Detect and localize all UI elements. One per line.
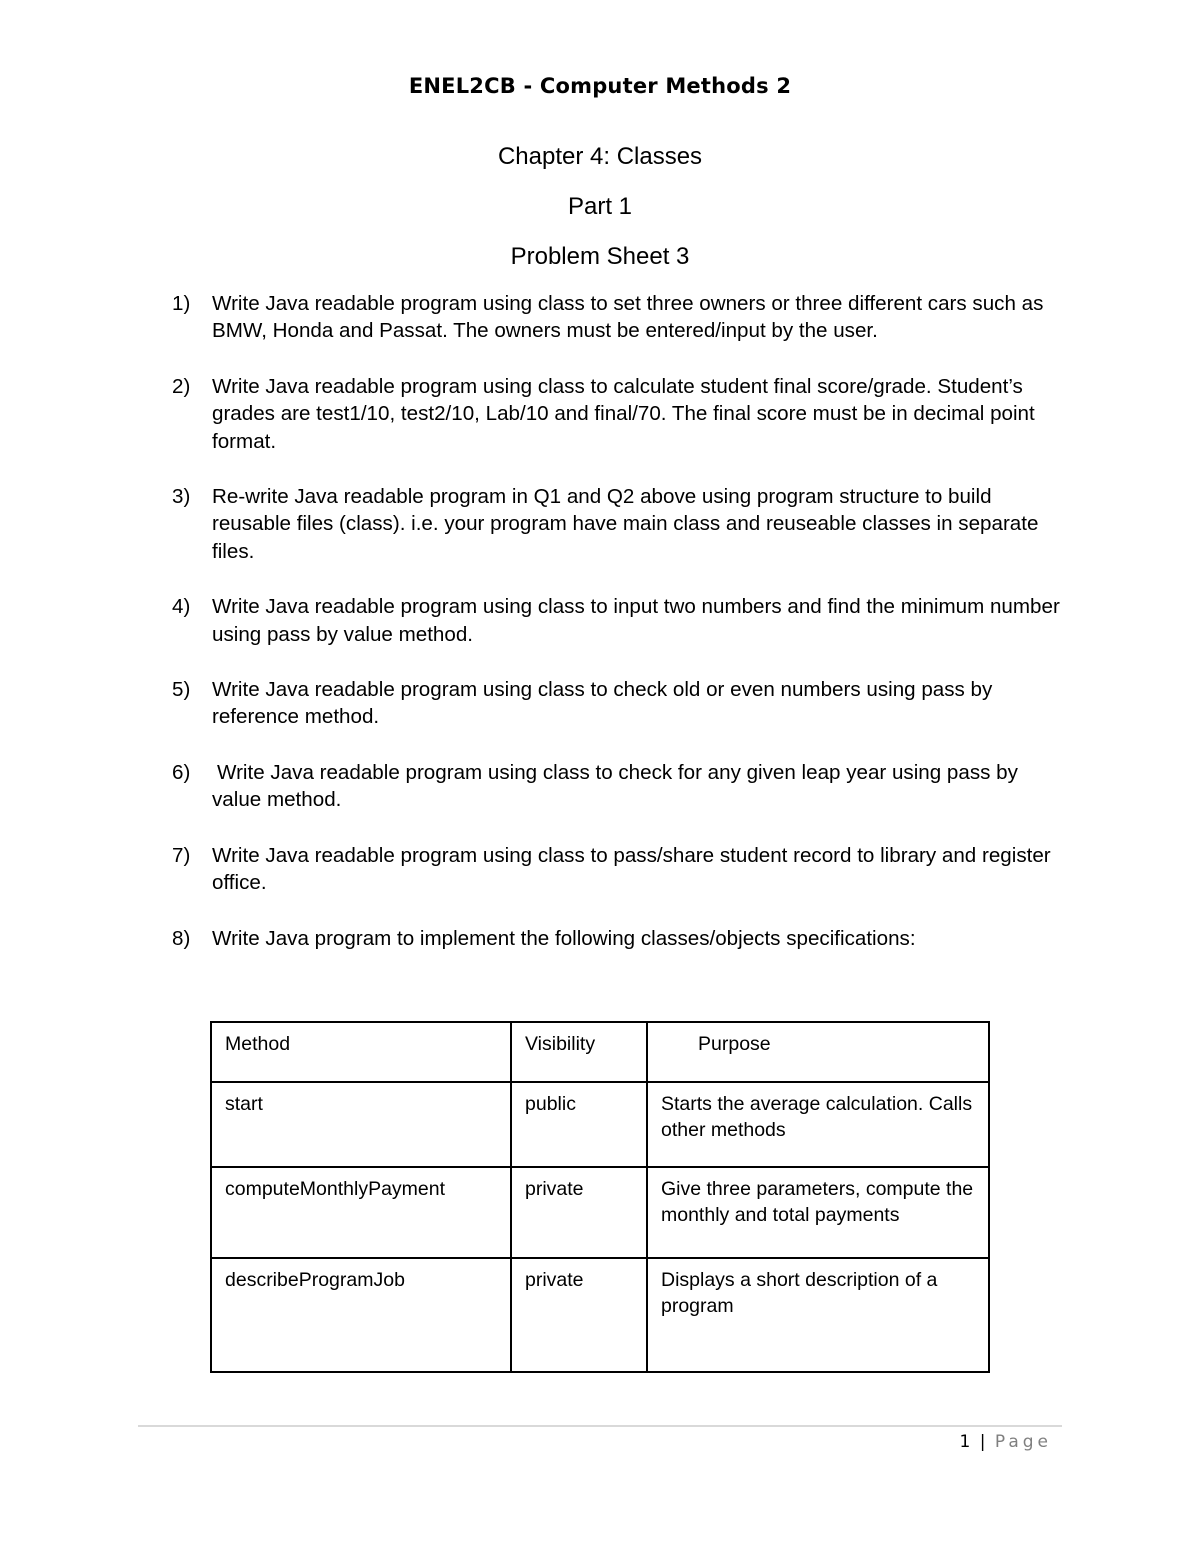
header-visibility: Visibility: [511, 1022, 647, 1082]
question-number: 7): [172, 843, 191, 867]
question-item: [172, 290, 1072, 345]
part-heading: Part 1: [567, 193, 633, 220]
question-item: [172, 676, 1072, 731]
footer-divider: [138, 1425, 1062, 1427]
cell-purpose: Give three parameters, compute the monthly and total payments: [647, 1167, 989, 1258]
question-item: [172, 483, 1072, 565]
page-number: 1: [959, 1432, 971, 1452]
question-number: 1): [172, 292, 191, 315]
question-number: 5): [172, 678, 191, 702]
course-title: ENEL2CB - Computer Methods 2: [408, 74, 792, 98]
question-text: Write Java readable program using class to pass/share student record to library and register office.: [212, 843, 1051, 895]
cell-visibility: public: [511, 1082, 647, 1167]
question-item: [172, 593, 1072, 648]
cell-purpose: Displays a short description of a program: [647, 1258, 989, 1372]
chapter-heading: Chapter 4: Classes: [497, 143, 703, 170]
cell-visibility: private: [511, 1258, 647, 1372]
page-footer: [959, 1432, 1052, 1452]
question-text: Re-write Java readable program in Q1 and Q2 above using program structure to build reusable files (class). i.e. your program have main class and reuseable classes in separate files.: [212, 485, 1039, 563]
header-method: Method: [211, 1022, 511, 1082]
question-text: Write Java readable program using class to check for any given leap year using pass by value method.: [212, 760, 1018, 812]
question-text: Write Java readable program using class to calculate student final score/grade. Student’s grades are test1/10, test2/10, Lab/10 and final/70. The final score must be in decimal point format.: [212, 374, 1035, 453]
cell-method: start: [211, 1082, 511, 1167]
question-text: Write Java program to implement the following classes/objects specifications:: [212, 926, 916, 950]
page-label: Page: [994, 1432, 1052, 1452]
footer-separator: |: [979, 1432, 986, 1452]
cell-purpose: Starts the average calculation. Calls other methods: [647, 1082, 989, 1167]
sheet-heading: Problem Sheet 3: [510, 243, 690, 270]
table-header-row: [211, 1022, 989, 1082]
question-item: [172, 759, 1072, 814]
question-number: 4): [172, 595, 191, 619]
question-number: 3): [172, 485, 191, 509]
question-text: Write Java readable program using class to input two numbers and find the minimum number using pass by value method.: [212, 595, 1060, 646]
cell-method: describeProgramJob: [211, 1258, 511, 1372]
table-row: [211, 1258, 989, 1372]
table-row: [211, 1082, 989, 1167]
table-row: [211, 1167, 989, 1258]
question-item: [172, 842, 1072, 897]
cell-visibility: private: [511, 1167, 647, 1258]
method-spec-table: [210, 1021, 990, 1373]
question-number: 2): [172, 374, 191, 398]
header-purpose: Purpose: [647, 1022, 989, 1082]
cell-method: computeMonthlyPayment: [211, 1167, 511, 1258]
question-number: 6): [172, 760, 191, 784]
question-list: [172, 290, 1072, 980]
question-text: Write Java readable program using class to check old or even numbers using pass by reference method.: [212, 678, 993, 729]
question-item: [172, 373, 1072, 455]
question-item: [172, 925, 1072, 952]
question-number: 8): [172, 926, 191, 950]
question-text: Write Java readable program using class to set three owners or three different cars such as BMW, Honda and Passat. The owners must be entered/input by the user.: [212, 292, 1044, 343]
